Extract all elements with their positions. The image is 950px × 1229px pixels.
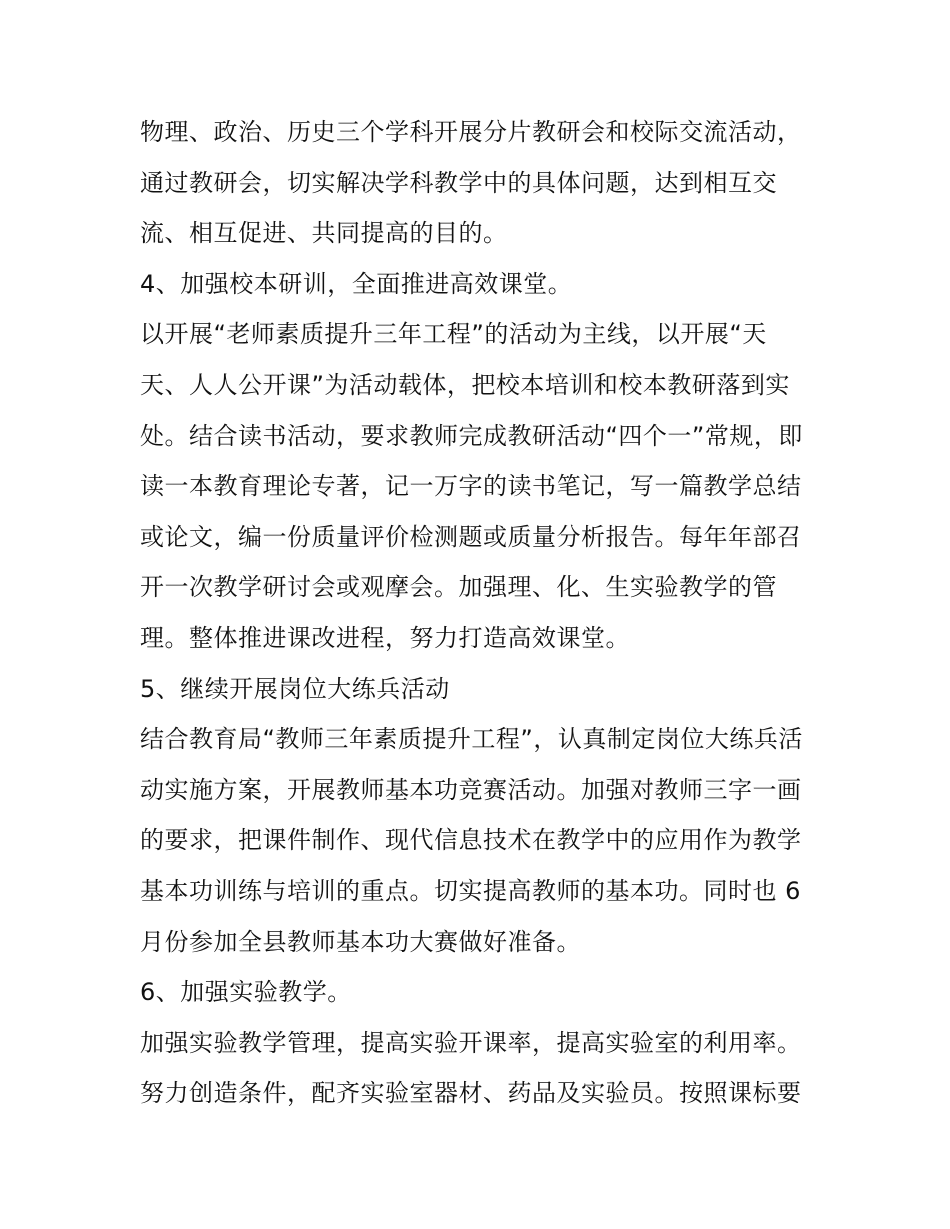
text-line-5: 以开展“老师素质提升三年工程”的活动为主线，以开展“天	[140, 320, 767, 349]
text-line-16: 基本功训练与培训的重点。切实提高教师的基本功。同时也 6	[140, 876, 801, 905]
text-line-17: 月份参加全县教师基本功大赛做好准备。	[140, 927, 581, 956]
text-line-20: 努力创造条件，配齐实验室器材、药品及实验员。按照课标要	[140, 1079, 802, 1108]
text-line-2: 通过教研会，切实解决学科教学中的具体问题，达到相互交	[140, 168, 777, 197]
text-line-10: 开一次教学研讨会或观摩会。加强理、化、生实验教学的管	[140, 573, 777, 602]
text-line-13: 结合教育局“教师三年素质提升工程”，认真制定岗位大练兵活	[140, 725, 803, 754]
text-line-3: 流、相互促进、共同提高的目的。	[140, 219, 508, 248]
text-line-6: 天、人人公开课”为活动载体，把校本培训和校本教研落到实	[140, 370, 790, 399]
text-line-9: 或论文，编一份质量评价检测题或质量分析报告。每年年部召	[140, 522, 802, 551]
document-body	[140, 107, 820, 1119]
text-line-14: 动实施方案，开展教师基本功竞赛活动。加强对教师三字一画	[140, 775, 802, 804]
text-line-11: 理。整体推进课改进程，努力打造高效课堂。	[140, 623, 630, 652]
text-line-1: 物理、政治、历史三个学科开展分片教研会和校际交流活动，	[140, 118, 802, 146]
section-heading-4: 4、加强校本研训，全面推进高效课堂。	[140, 269, 573, 298]
text-line-7: 处。结合读书活动，要求教师完成教研活动“四个一”常规，即	[140, 421, 803, 450]
text-line-15: 的要求，把课件制作、现代信息技术在教学中的应用作为教学	[140, 826, 802, 855]
text-line-19: 加强实验教学管理，提高实验开课率，提高实验室的利用率。	[140, 1028, 802, 1057]
section-heading-5: 5、继续开展岗位大练兵活动	[140, 674, 450, 703]
text-line-8: 读一本教育理论专著，记一万字的读书笔记，写一篇教学总结	[140, 472, 802, 501]
section-heading-6: 6、加强实验教学。	[140, 978, 352, 1007]
